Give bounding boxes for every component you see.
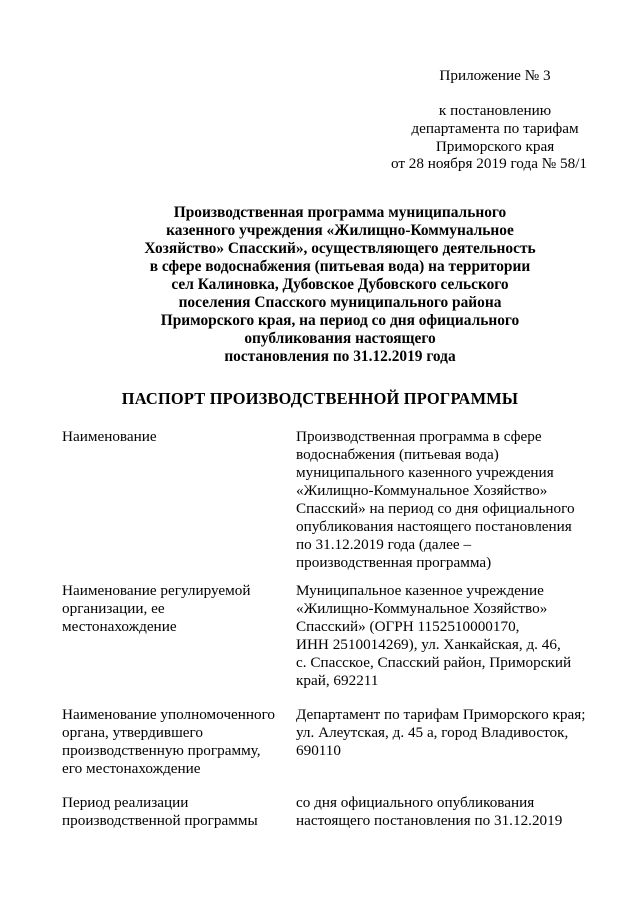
program-title-line: Приморского края, на период со дня официального	[160, 312, 520, 329]
program-title-line: постановления по 31.12.2019 года	[224, 348, 456, 365]
row-value-line: Муниципальное казенное учреждение	[296, 582, 544, 599]
appendix-line: Приморского края	[435, 138, 555, 155]
row-value-line: со дня официального опубликования	[296, 794, 535, 811]
program-title-line: опубликования настоящего	[244, 330, 436, 347]
row-label: производственную программу,	[62, 742, 261, 759]
row-label: организации, ее	[62, 600, 165, 617]
row-value-line: «Жилищно-Коммунальное Хозяйство»	[296, 482, 548, 499]
program-title-line: сел Калиновка, Дубовское Дубовского сельского	[171, 276, 509, 293]
appendix-line: к постановлению	[438, 102, 552, 119]
row-label: Наименование	[62, 428, 157, 445]
row-value-line: Спасский» на период со дня официального	[296, 500, 575, 517]
row-value-line: производственная программа)	[296, 554, 492, 571]
row-label: Наименование уполномоченного	[62, 706, 276, 723]
appendix-line: от 28 ноября 2019 года № 58/1	[390, 155, 588, 172]
appendix-line: департамента по тарифам	[411, 120, 579, 137]
row-value-line: «Жилищно-Коммунальное Хозяйство»	[296, 600, 548, 617]
row-value-line: с. Спасское, Спасский район, Приморский	[296, 654, 572, 671]
row-value-line: муниципального казенного учреждения	[296, 464, 554, 481]
row-label: местонахождение	[62, 618, 177, 635]
program-title-line: в сфере водоснабжения (питьевая вода) на территории	[149, 258, 531, 275]
passport-heading: ПАСПОРТ ПРОИЗВОДСТВЕННОЙ ПРОГРАММЫ	[121, 389, 519, 408]
row-value-line: ул. Алеутская, д. 45 а, город Владивосток,	[296, 724, 569, 741]
row-value-line: край, 692211	[296, 672, 379, 689]
row-value-line: водоснабжения (питьевая вода)	[296, 446, 499, 463]
row-value-line: 690110	[296, 742, 341, 759]
row-label: производственной программы	[62, 812, 258, 829]
row-label: Наименование регулируемой	[62, 582, 251, 599]
row-value-line: Департамент по тарифам Приморского края;	[296, 706, 586, 723]
row-label: органа, утвердившего	[62, 724, 203, 741]
program-title-line: казенного учреждения «Жилищно-Коммунальное	[166, 222, 514, 239]
row-value-line: Производственная программа в сфере	[296, 428, 542, 445]
program-title-line: Производственная программа муниципального	[173, 204, 507, 221]
row-label: его местонахождение	[62, 760, 201, 777]
row-value-line: Спасский» (ОГРН 1152510000170,	[296, 618, 520, 635]
row-value-line: опубликования настоящего постановления	[296, 518, 572, 535]
program-title-line: Хозяйство» Спасский», осуществляющего деятельность	[144, 240, 536, 257]
appendix-title: Приложение № 3	[439, 67, 551, 84]
row-value-line: ИНН 2510014269), ул. Ханкайская, д. 46,	[296, 636, 561, 653]
row-value-line: настоящего постановления по 31.12.2019	[296, 812, 563, 829]
program-title-line: поселения Спасского муниципального района	[178, 294, 502, 311]
row-label: Период реализации	[62, 794, 189, 811]
row-value-line: по 31.12.2019 года (далее –	[296, 536, 472, 553]
